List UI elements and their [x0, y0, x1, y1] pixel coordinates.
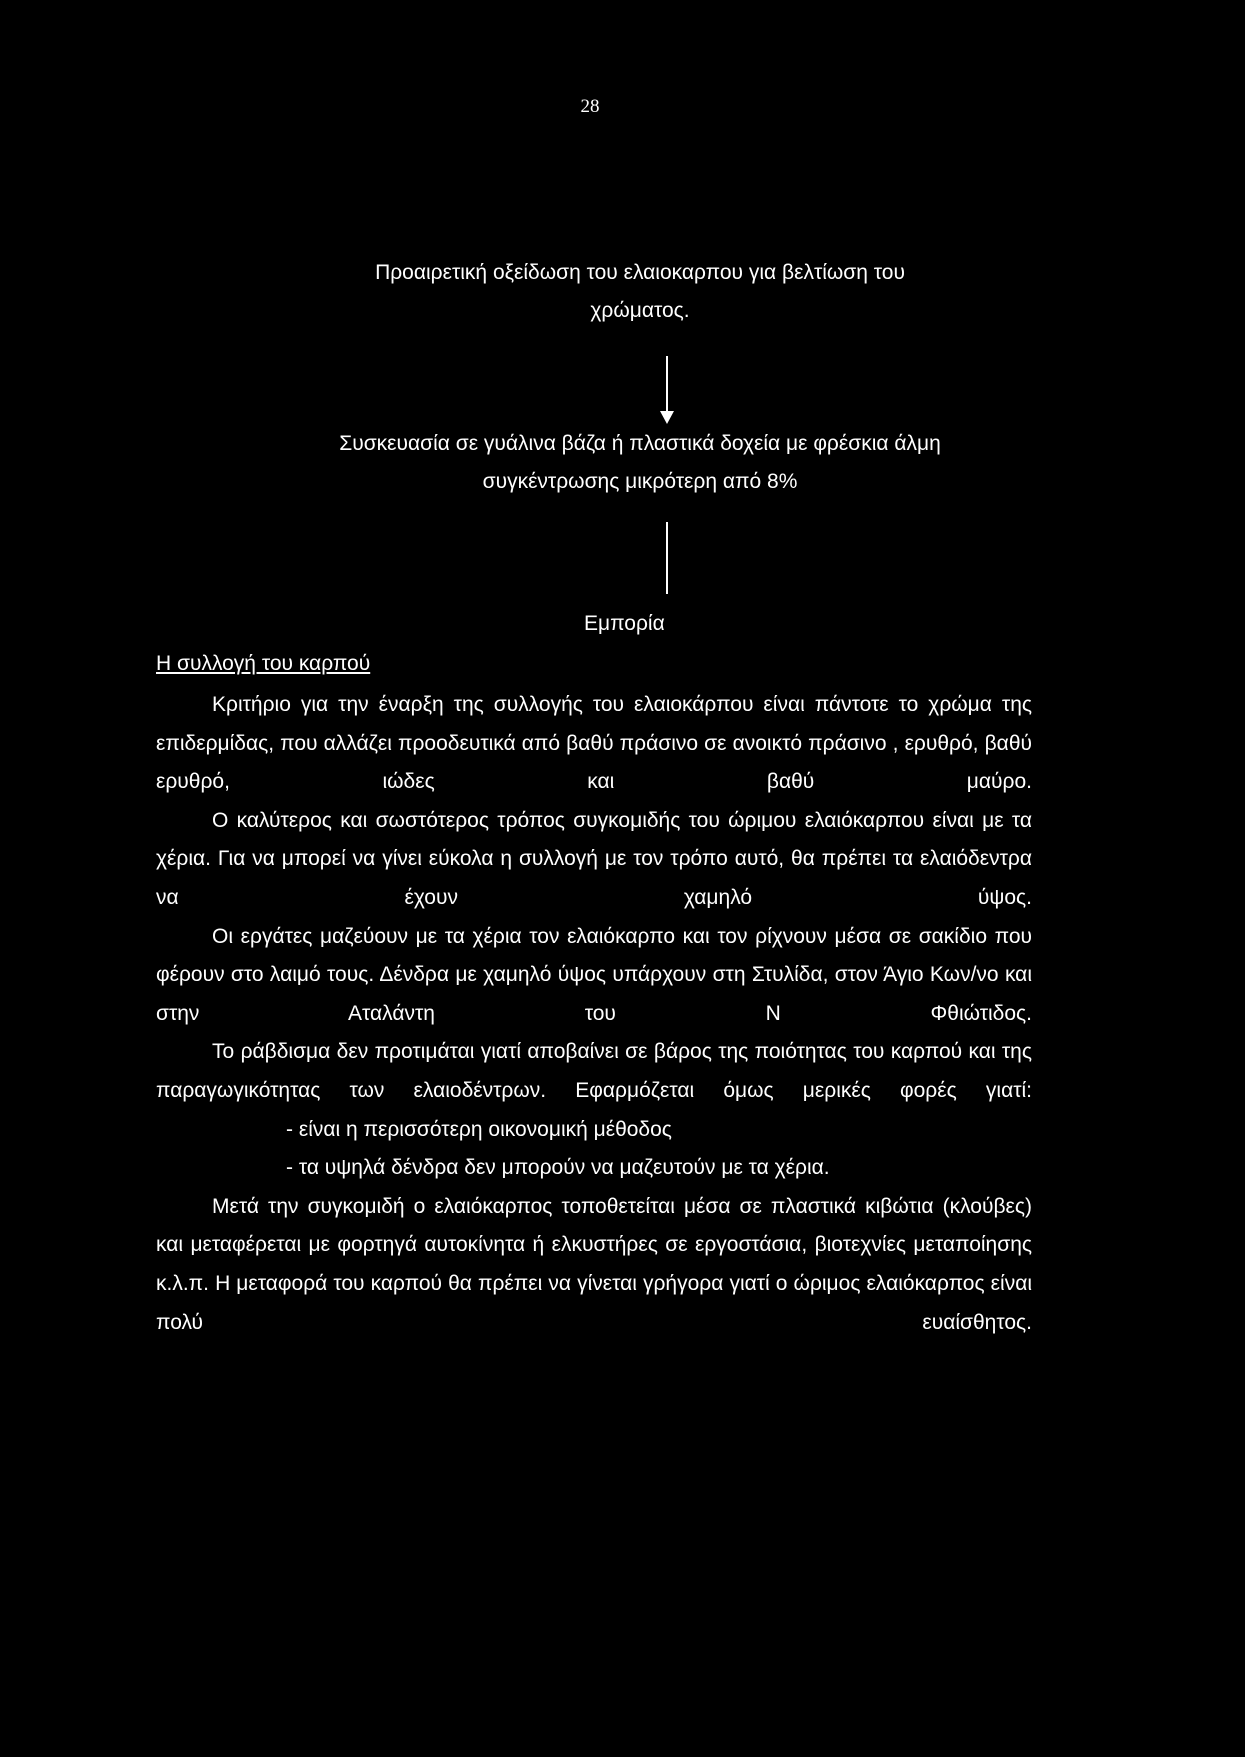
flow-step-oxidation-line2: χρώματος. — [590, 299, 690, 322]
list-item: - είναι η περισσότερη οικονομική μέθοδος — [286, 1117, 672, 1141]
flow-connector-line-1 — [666, 356, 668, 414]
paragraph-transport: Μετά την συγκομιδή ο ελαιόκαρπος τοποθετείται μέσα σε πλαστικά κιβώτια (κλούβες) και μεταφέρεται με φορτηγά αυτοκίνητα ή ελκυστήρες σε εργοστάσια, βιοτεχνίες μεταποίησης κ.λ.π. Η μεταφορά του καρπού θα πρέπει να γίνεται γρήγορα γιατί ο ώριμος ελαιόκαρπος είναι πολύ ευαίσθητος. — [156, 1194, 1032, 1334]
paragraph-harvest-criterion: Κριτήριο για την έναρξη της συλλογής του ελαιοκάρπου είναι πάντοτε το χρώμα της επιδερμίδας, που αλλάζει προοδευτικά από βαθύ πράσινο σε ανοικτό πράσινο , ερυθρό, βαθύ ερυθρό, ιώδες και βαθύ μαύρο. — [156, 693, 1032, 794]
flow-connector-line-2 — [666, 522, 668, 594]
paragraph-workers: Οι εργάτες μαζεύουν με τα χέρια τον ελαιόκαρπο και τον ρίχνουν μέσα σε σακίδιο που φέρουν στο λαιμό τους. Δένδρα με χαμηλό ύψος υπάρχουν στη Στυλίδα, στον Άγιο Κων/νο και στην Αταλάντη του Ν Φθιώτιδος. — [156, 924, 1032, 1025]
flow-step-oxidation — [250, 254, 1030, 330]
section-heading: Η συλλογή του καρπού — [156, 652, 371, 675]
list-item: - τα υψηλά δένδρα δεν μπορούν να μαζευτούν με τα χέρια. — [286, 1156, 830, 1180]
flow-arrow-down-icon — [660, 411, 674, 424]
flow-step-oxidation-line1: Προαιρετική οξείδωση του ελαιοκαρπου για βελτίωση του — [375, 261, 905, 284]
flow-step-packaging — [250, 425, 1030, 501]
flow-step-trade: Εμπορία — [584, 612, 665, 635]
body-text — [156, 686, 1032, 1342]
flow-step-packaging-line2: συγκέντρωσης μικρότερη από 8% — [482, 470, 798, 493]
flow-step-packaging-line1: Συσκευασία σε γυάλινα βάζα ή πλαστικά δοχεία με φρέσκια άλμη — [339, 432, 941, 455]
paragraph-hand-picking: Ο καλύτερος και σωστότερος τρόπος συγκομιδής του ώριμου ελαιόκαρπου είναι με τα χέρια. Για να μπορεί να γίνει εύκολα η συλλογή με τον τρόπο αυτό, θα πρέπει τα ελαιόδεντρα να έχουν χαμηλό ύψος. — [156, 808, 1032, 909]
paragraph-beating: Το ράβδισμα δεν προτιμάται γιατί αποβαίνει σε βάρος της ποιότητας του καρπού και της παραγωγικότητας των ελαιοδέντρων. Εφαρμόζεται όμως μερικές φορές γιατί: — [156, 1040, 1032, 1102]
reasons-list — [156, 1111, 1032, 1188]
page-number: 28 — [580, 96, 600, 117]
